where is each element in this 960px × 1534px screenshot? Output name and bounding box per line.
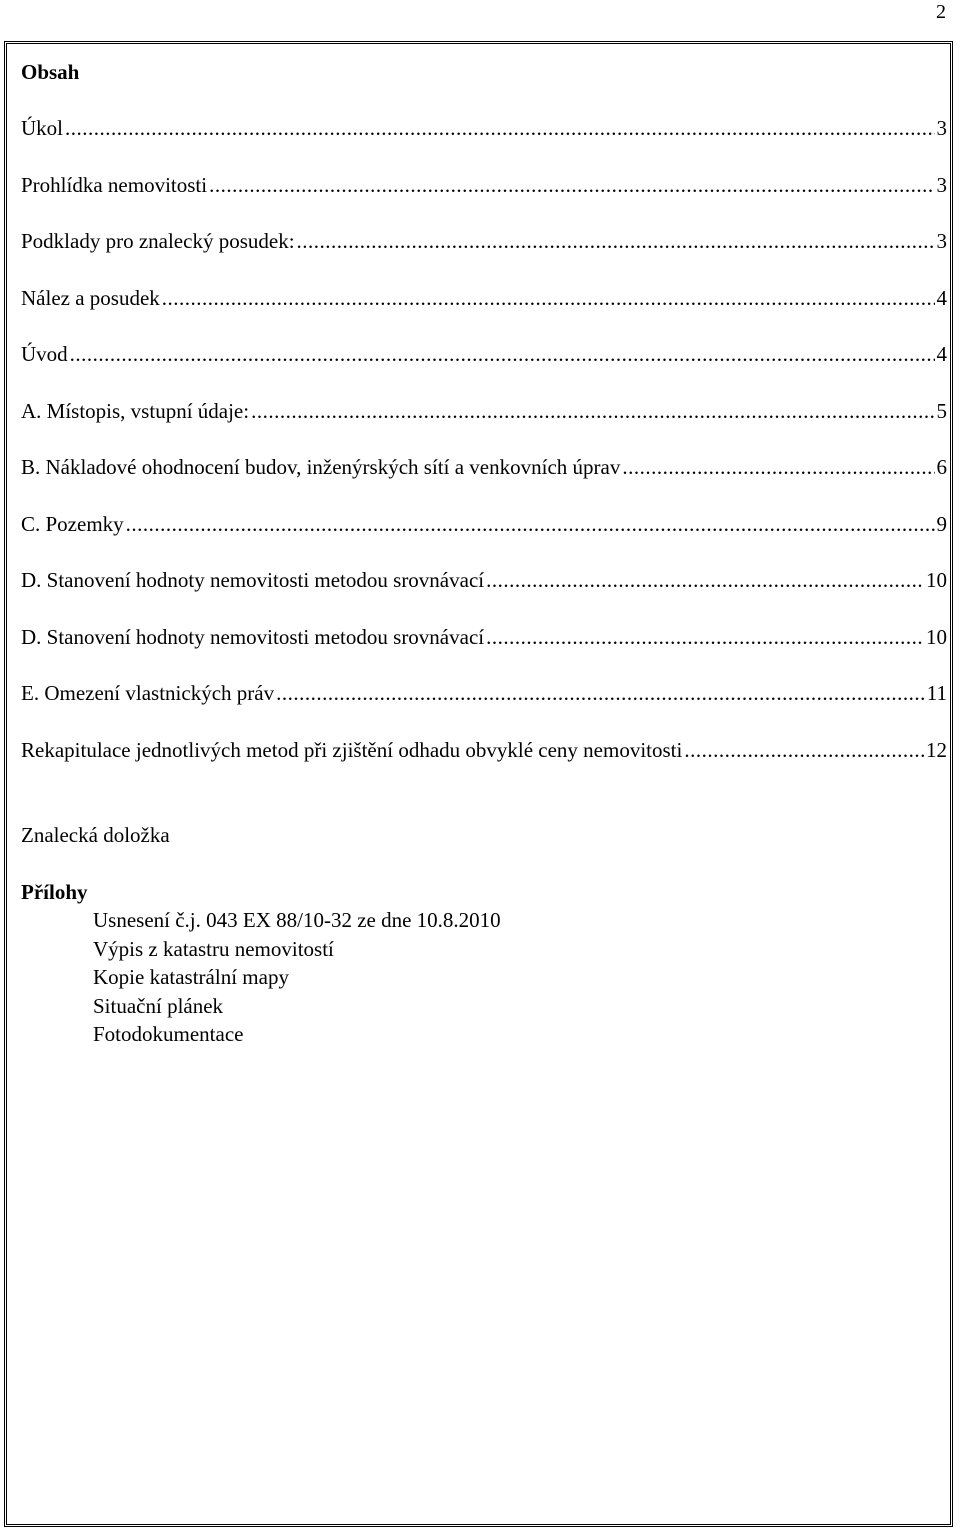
toc-entry-label: Rekapitulace jednotlivých metod při zjištění odhadu obvyklé ceny nemovitosti [21, 737, 683, 762]
toc-entry-page: 4 [936, 285, 947, 310]
toc-leader-dots [209, 171, 934, 199]
toc-entry-label: Úvod [21, 342, 68, 366]
expert-clause: Znalecká doložka [21, 823, 170, 847]
toc-leader-dots [684, 736, 924, 764]
toc-entry-page: 4 [936, 342, 947, 366]
toc-entry-label: E. Omezení vlastnických práv [21, 681, 275, 705]
toc-entry-page: 6 [936, 455, 947, 479]
toc-entry[interactable] [21, 510, 947, 567]
toc-entry-label: A. Místopis, vstupní údaje: [21, 398, 250, 423]
toc-entry[interactable] [21, 227, 947, 284]
toc-leader-dots [65, 114, 935, 142]
toc-title: Obsah [21, 60, 80, 84]
toc-entry[interactable] [21, 171, 947, 228]
toc-entry-page: 10 [926, 624, 947, 649]
attachment-item: Fotodokumentace [93, 1022, 244, 1046]
toc-leader-dots [622, 453, 934, 481]
toc-entry[interactable] [21, 284, 947, 341]
toc-leader-dots [276, 679, 925, 707]
toc-entry-label: Nález a posudek [21, 285, 160, 310]
toc-entry-label: D. Stanovení hodnoty nemovitosti metodou srovnávací [21, 624, 485, 649]
toc-entry-label: D. Stanovení hodnoty nemovitosti metodou srovnávací [21, 568, 485, 592]
toc-entry-page: 3 [936, 172, 947, 197]
toc-entry-label: B. Nákladové ohodnocení budov, inženýrských sítí a venkovních úprav [21, 455, 621, 479]
toc-entry-page: 5 [936, 398, 947, 423]
attachment-item: Kopie katastrální mapy [93, 965, 289, 989]
toc-entry-page: 12 [926, 737, 947, 762]
toc-leader-dots [126, 510, 935, 538]
toc-entry[interactable] [21, 566, 947, 623]
toc-leader-dots [297, 227, 935, 255]
toc-entry-label: C. Pozemky [21, 511, 124, 536]
attachment-item: Usnesení č.j. 043 EX 88/10-32 ze dne 10.8.2010 [93, 908, 501, 932]
toc-entry[interactable] [21, 736, 947, 793]
page-number: 2 [936, 1, 946, 23]
attachment-item: Situační plánek [93, 993, 224, 1018]
toc-entry-page: 9 [936, 511, 947, 536]
toc-leader-dots [486, 566, 924, 594]
attachment-item: Výpis z katastru nemovitostí [93, 936, 334, 961]
toc-entry[interactable] [21, 340, 947, 397]
toc-entry[interactable] [21, 679, 947, 736]
toc-entry-page: 3 [936, 229, 947, 253]
toc-entry[interactable] [21, 114, 947, 171]
toc-entry-label: Úkol [21, 116, 63, 140]
attachments-list [93, 906, 501, 1049]
toc-entry[interactable] [21, 453, 947, 510]
toc-entry-page: 3 [936, 116, 947, 140]
toc-leader-dots [70, 340, 935, 368]
toc-entry[interactable] [21, 397, 947, 454]
toc-leader-dots [251, 397, 934, 425]
toc-entry[interactable] [21, 623, 947, 680]
toc-leader-dots [486, 623, 924, 651]
toc-leader-dots [162, 284, 935, 312]
content-frame [4, 41, 953, 1527]
toc-entry-label: Prohlídka nemovitosti [21, 172, 208, 197]
toc-list [21, 114, 947, 792]
toc-entry-page: 11 [926, 681, 947, 705]
attachments-heading: Přílohy [21, 880, 88, 904]
toc-entry-label: Podklady pro znalecký posudek: [21, 229, 295, 253]
toc-entry-page: 10 [926, 568, 947, 592]
